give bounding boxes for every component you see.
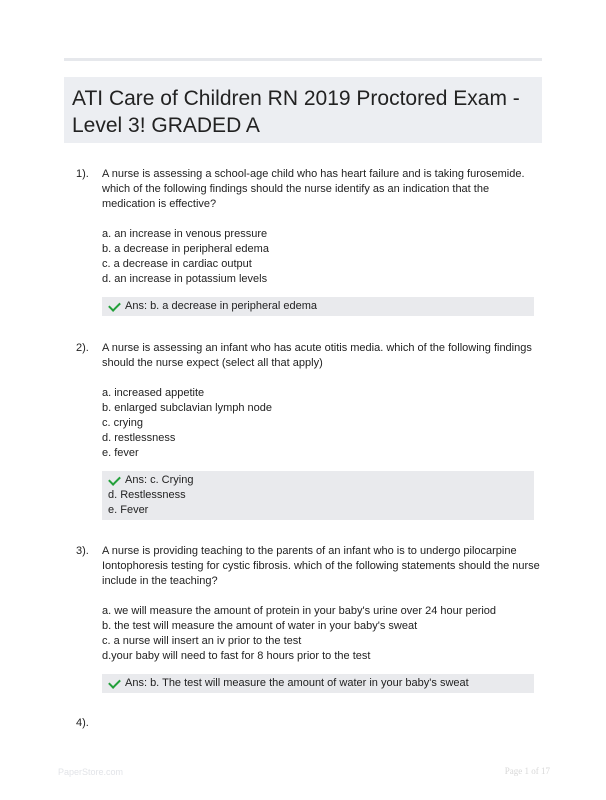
option: d. an increase in potassium levels — [102, 273, 268, 285]
option: e. fever — [102, 447, 139, 459]
check-icon — [108, 676, 121, 689]
option: a. an increase in venous pressure — [102, 228, 268, 240]
question-text: A nurse is assessing a school-age child who has heart failure and is taking furosemide. which of the following findings should the nurse identify as an indication that the medication is effective? — [102, 168, 525, 210]
option: b. the test will measure the amount of water in your baby's sweat — [102, 620, 418, 632]
options-list — [102, 386, 542, 461]
answer-line: Ans: c. Crying — [125, 474, 194, 486]
top-rule — [64, 58, 542, 61]
option: b. a decrease in peripheral edema — [102, 243, 269, 255]
options-list — [102, 604, 542, 664]
footer-page-number: Page 1 of 17 — [504, 766, 550, 776]
question-text: A nurse is assessing an infant who has acute otitis media. which of the following findings should the nurse expect (select all that apply) — [102, 342, 532, 369]
footer-site-watermark: PaperStore.com — [58, 767, 124, 777]
page-title: ATI Care of Children RN 2019 Proctored Exam - Level 3! GRADED A — [72, 87, 520, 137]
question-number: 2). — [76, 342, 89, 354]
check-icon — [108, 299, 121, 312]
option: c. crying — [102, 417, 143, 429]
options-list — [102, 227, 542, 287]
question-number: 3). — [76, 545, 89, 557]
answer-box — [102, 471, 534, 520]
check-icon — [108, 473, 121, 486]
option: d.your baby will need to fast for 8 hours prior to the test — [102, 650, 371, 662]
option: b. enlarged subclavian lymph node — [102, 402, 273, 414]
answer-line: Ans: b. a decrease in peripheral edema — [125, 300, 318, 312]
option: a. we will measure the amount of protein in your baby's urine over 24 hour period — [102, 605, 497, 617]
question-number: 1). — [76, 168, 89, 180]
answer-box — [102, 674, 534, 693]
question-text: A nurse is providing teaching to the parents of an infant who is to undergo pilocarpine Iontophoresis testing for cystic fibrosis. which of the following statements should the nurse include in the teaching? — [102, 545, 540, 587]
question-number: 4). — [76, 717, 89, 729]
answer-box — [102, 297, 534, 316]
option: c. a nurse will insert an iv prior to the test — [102, 635, 302, 647]
option: c. a decrease in cardiac output — [102, 258, 252, 270]
title-box — [64, 77, 542, 143]
option: a. increased appetite — [102, 387, 205, 399]
option: d. restlessness — [102, 432, 176, 444]
answer-line: d. Restlessness — [108, 489, 186, 501]
answer-line: Ans: b. The test will measure the amount of water in your baby's sweat — [125, 677, 469, 689]
answer-line: e. Fever — [108, 504, 149, 516]
